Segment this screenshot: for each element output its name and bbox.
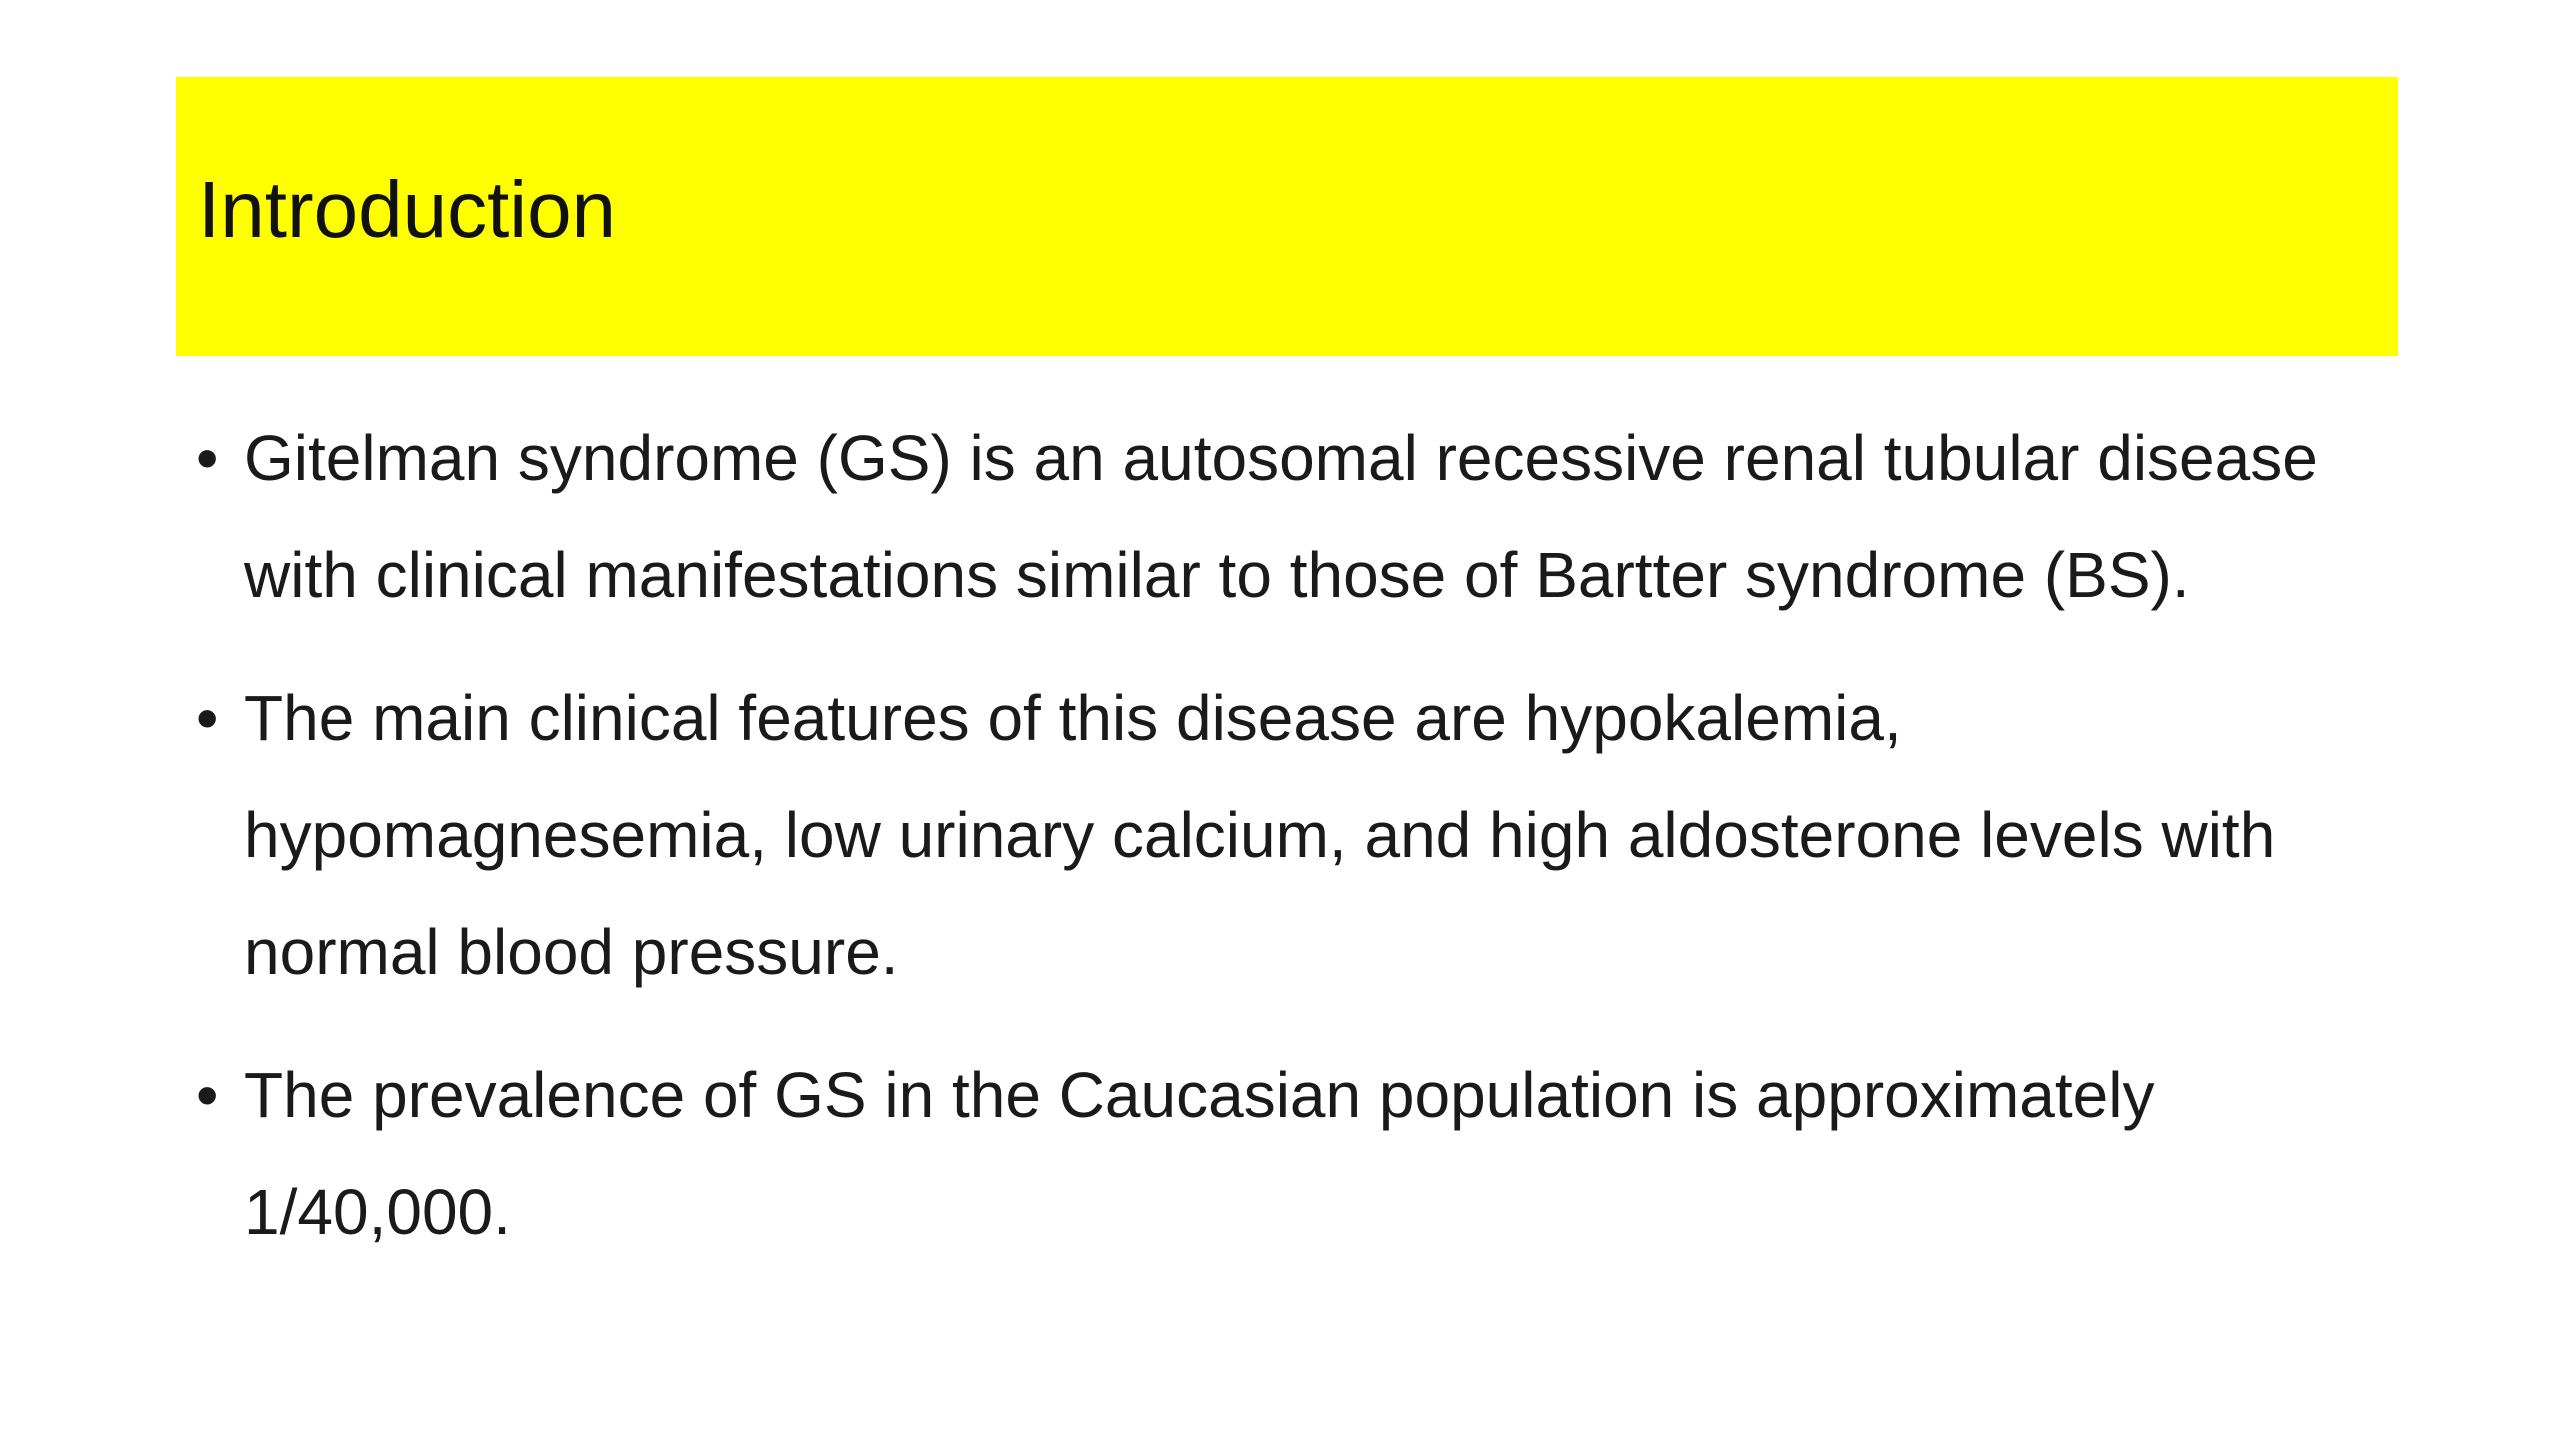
- bullet-item-1: [196, 400, 2386, 634]
- bullet-marker-icon: •: [196, 682, 219, 754]
- bullet-text-2: The main clinical features of this disease are hypokalemia, hypomagnesemia, low urinary calcium, and high aldosterone levels with normal blood pressure.: [244, 682, 2276, 988]
- bullet-item-2: [196, 660, 2386, 1011]
- bullet-item-3: [196, 1037, 2386, 1271]
- bullet-list: [196, 400, 2386, 1297]
- title-band: [176, 77, 2398, 356]
- bullet-text-1: Gitelman syndrome (GS) is an autosomal recessive renal tubular disease with clinical manifestations similar to those of Bartter syndrome (BS).: [244, 422, 2318, 611]
- bullet-marker-icon: •: [196, 1059, 219, 1131]
- slide-title: Introduction: [198, 165, 617, 254]
- bullet-marker-icon: •: [196, 422, 219, 494]
- bullet-text-3: The prevalence of GS in the Caucasian population is approximately 1/40,000.: [244, 1059, 2155, 1248]
